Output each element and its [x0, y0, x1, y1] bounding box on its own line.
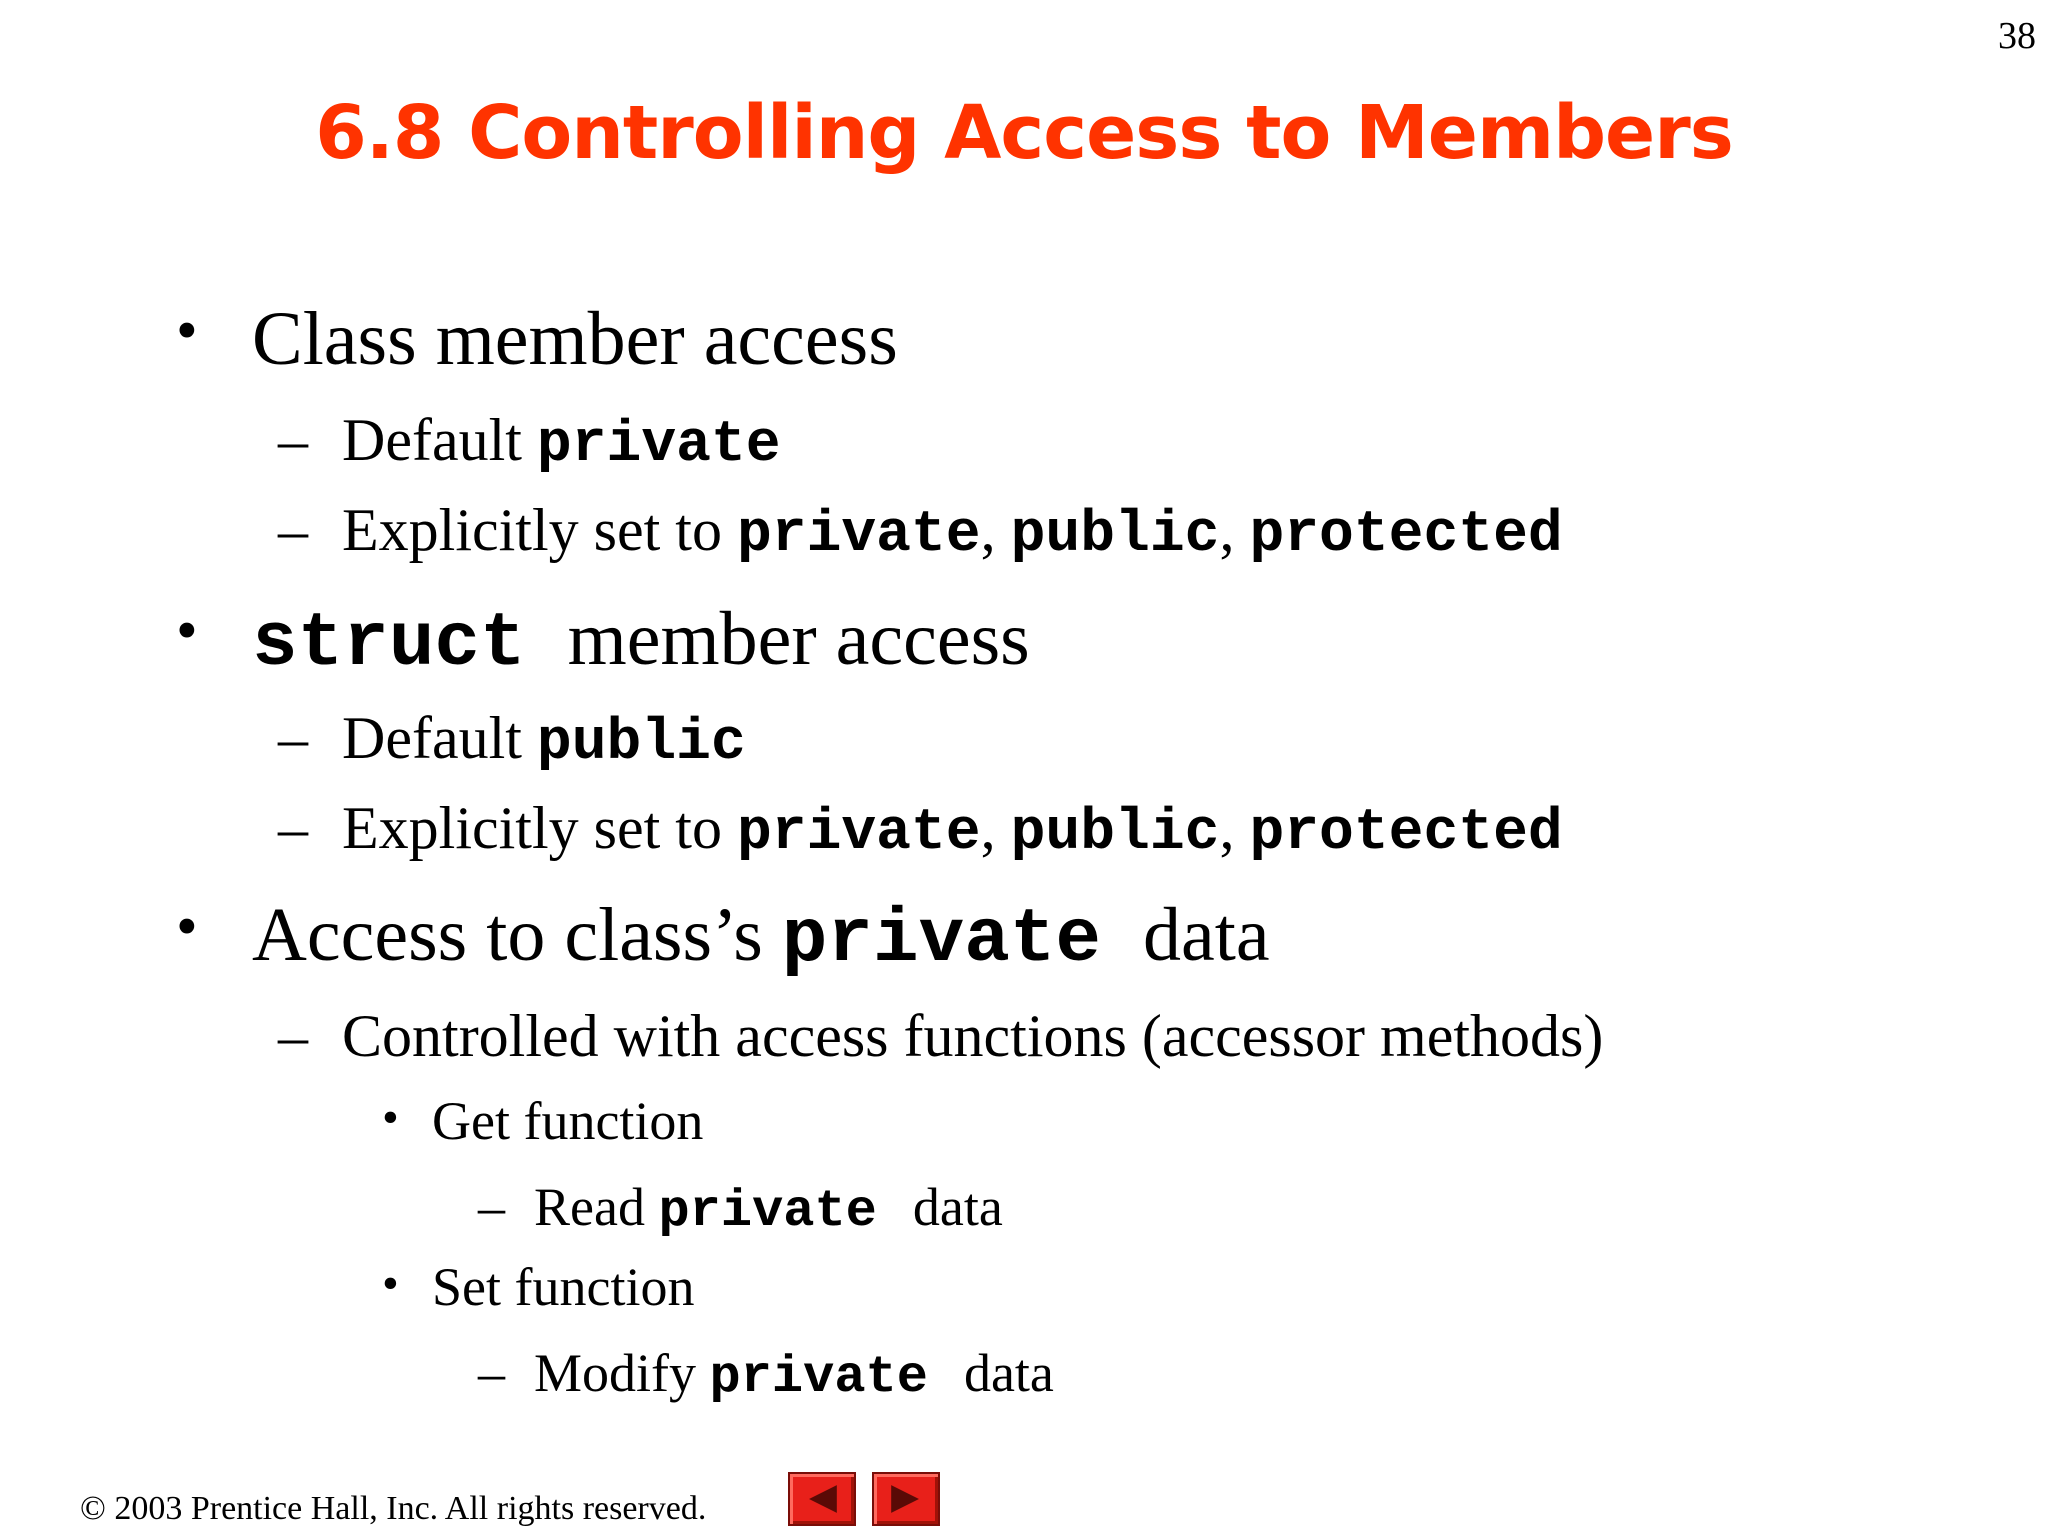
bullet-icon: •: [382, 1091, 399, 1144]
code-keyword: protected: [1249, 801, 1563, 866]
bullet-text: Access to class’s: [252, 893, 782, 977]
code-keyword: private: [736, 503, 981, 568]
bullet-icon: •: [176, 297, 198, 365]
dash-icon: –: [278, 705, 308, 771]
sub-bullet-text: Controlled with access functions (accessor methods): [342, 1003, 1604, 1069]
separator: ,: [980, 795, 1011, 861]
dash-icon: –: [478, 1343, 505, 1403]
dash-icon: –: [478, 1177, 505, 1237]
level4-modify-private-data: [478, 1342, 1054, 1407]
code-keyword: public: [1010, 503, 1220, 568]
bullet-icon: •: [176, 597, 198, 665]
level4-text: Modify: [534, 1343, 710, 1403]
sub-bullet-text: Default: [342, 705, 537, 771]
bullet-icon: •: [382, 1257, 399, 1310]
level4-text: Read: [534, 1177, 659, 1237]
sub-sub-bullet-set-function: [382, 1256, 695, 1318]
separator: ,: [1219, 497, 1250, 563]
dash-icon: –: [278, 407, 308, 473]
slide-title: 6.8 Controlling Access to Members: [315, 90, 1733, 176]
bullet-text: member access: [567, 597, 1030, 681]
next-slide-button[interactable]: [872, 1472, 940, 1526]
sub-bullet-default-private: [278, 406, 781, 478]
code-keyword: public: [536, 711, 746, 776]
code-keyword: protected: [1249, 503, 1563, 568]
copyright-footer: © 2003 Prentice Hall, Inc. All rights reserved.: [80, 1490, 707, 1527]
level4-read-private-data: [478, 1176, 1003, 1241]
separator: ,: [1219, 795, 1250, 861]
bullet-access-private-data: [176, 892, 1270, 983]
level4-text-tail: data: [963, 1343, 1054, 1403]
bullet-class-member-access: [176, 296, 898, 383]
triangle-left-icon: [790, 1474, 854, 1524]
bullet-icon: •: [176, 893, 198, 961]
sub-bullet-explicitly-set: [278, 496, 1563, 568]
dash-icon: –: [278, 795, 308, 861]
triangle-right-icon: [874, 1474, 938, 1524]
bullet-text: Class member access: [252, 297, 898, 381]
previous-slide-button[interactable]: [788, 1472, 856, 1526]
sub-bullet-explicitly-set: [278, 794, 1563, 866]
code-keyword: private: [781, 897, 1102, 983]
separator: ,: [980, 497, 1011, 563]
level4-text-tail: data: [912, 1177, 1003, 1237]
code-keyword: private: [736, 801, 981, 866]
sub-sub-bullet-get-function: [382, 1090, 704, 1152]
bullet-struct-member-access: [176, 596, 1030, 687]
sub-bullet-text: Explicitly set to: [342, 795, 737, 861]
sub-sub-bullet-text: Set function: [432, 1257, 695, 1317]
code-keyword: private: [658, 1182, 877, 1241]
sub-bullet-default-public: [278, 704, 746, 776]
code-keyword: private: [536, 413, 781, 478]
code-keyword: private: [709, 1348, 928, 1407]
sub-bullet-text: Default: [342, 407, 537, 473]
code-keyword: struct: [252, 601, 526, 687]
page-number: 38: [1998, 15, 2036, 57]
dash-icon: –: [278, 497, 308, 563]
code-keyword: public: [1010, 801, 1220, 866]
sub-bullet-controlled: [278, 1002, 1604, 1071]
sub-sub-bullet-text: Get function: [432, 1091, 704, 1151]
dash-icon: –: [278, 1003, 308, 1069]
sub-bullet-text: Explicitly set to: [342, 497, 737, 563]
bullet-text-tail: data: [1143, 893, 1270, 977]
